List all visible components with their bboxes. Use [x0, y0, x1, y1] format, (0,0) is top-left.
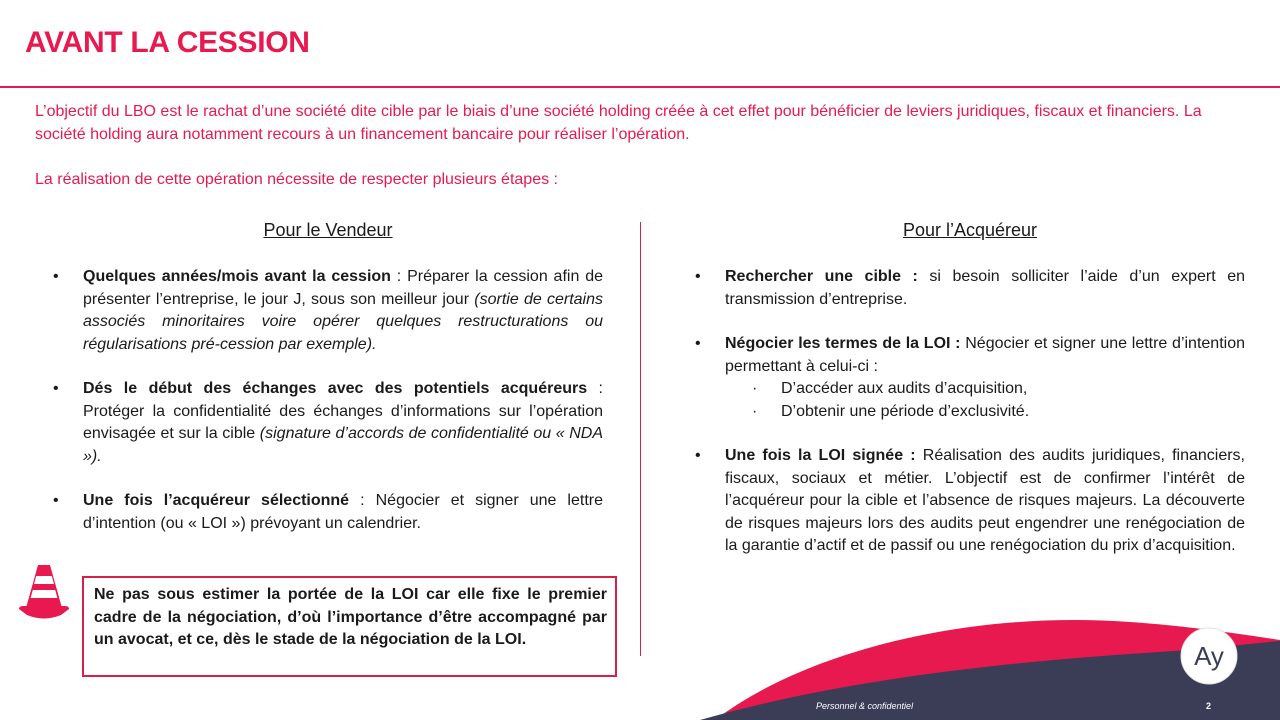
seller-item-title: Quelques années/mois avant la cession — [83, 268, 391, 285]
loi-warning-box: Ne pas sous estimer la portée de la LOI car elle fixe le premier cadre de la négociation, d’où l’importance d’être accompagné par un avocat, et ce, dès le stade de la négociation de la LOI. — [82, 576, 617, 677]
column-divider — [640, 222, 641, 656]
buyer-item-text: Négocier et signer une lettre d’intention permettant à celui-ci : — [725, 335, 1245, 375]
seller-item — [53, 266, 603, 356]
seller-item-title: Dés le début des échanges avec des potentiels acquéreurs — [83, 380, 588, 397]
footer-wave-decoration — [0, 600, 1280, 720]
buyer-item-title: Négocier les termes de la LOI : — [725, 335, 961, 352]
seller-item-note: (signature d’accords de confidentialité ou « NDA »). — [83, 425, 603, 465]
sub-bullet-marker: · — [752, 402, 758, 420]
bullet-marker: • — [53, 492, 59, 509]
page-title: AVANT LA CESSION — [25, 26, 310, 59]
bullet-marker: • — [695, 447, 701, 464]
sub-bullet-marker: · — [752, 380, 758, 397]
bullet-marker: • — [53, 380, 59, 397]
seller-item-text: : Protéger la confidentialité des échanges d’informations sur l’opération envisagée et sur la cible — [83, 380, 604, 442]
seller-item-text: : Négocier et signer une lettre d’intention (ou « LOI ») prévoyant un calendrier. — [83, 492, 604, 532]
company-logo — [1180, 627, 1238, 685]
seller-item-note: (sortie de certains associés minoritaires voire opérer quelques restructurations ou régularisations pré-cession par exemple). — [83, 290, 604, 353]
seller-item — [53, 490, 603, 535]
bullet-marker: • — [695, 268, 701, 285]
seller-item — [53, 378, 603, 468]
intro-section — [35, 100, 1235, 191]
seller-item-title: Une fois l’acquéreur sélectionné — [83, 492, 350, 509]
bullet-marker: • — [53, 268, 59, 285]
title-underline — [0, 86, 1280, 88]
buyer-item-text: si besoin solliciter l’aide d’un expert en transmission d’entreprise. — [725, 268, 1245, 308]
buyer-subitem-text: D’accéder aux audits d’acquisition, — [781, 380, 1028, 397]
buyer-list — [695, 266, 1245, 580]
logo-text: Ay — [1194, 641, 1224, 671]
seller-list — [53, 266, 603, 557]
buyer-item-title: Rechercher une cible : — [725, 268, 918, 285]
buyer-heading: Pour l’Acquéreur — [902, 220, 1038, 240]
seller-item-text: : Préparer la cession afin de présenter l’entreprise, le jour J, sous son meilleur jour — [83, 268, 603, 308]
buyer-subitem — [725, 378, 1245, 401]
buyer-item-text: Réalisation des audits juridiques, financiers, fiscaux, sociaux et métier. L’objectif est de confirmer l’intérêt de l’acquéreur pour la cible et l’absence de risques majeurs. La découverte de risques majeurs lors des audits peut engendrer une renégociation de la garantie d’actif et de passif ou une renégociation du prix d’acquisition. — [725, 447, 1245, 554]
buyer-sublist — [725, 378, 1245, 423]
footer-confidential: Personnel & confidentiel — [816, 701, 914, 711]
buyer-item — [695, 333, 1245, 423]
buyer-item — [695, 445, 1245, 558]
intro-paragraph: L’objectif du LBO est le rachat d’une société dite cible par le biais d’une société holding créée à cet effet pour bénéficier de leviers juridiques, fiscaux et financiers. La société holding aura notamment recours à un financement bancaire pour réaliser l’opération. — [35, 103, 1202, 143]
bullet-marker: • — [695, 335, 701, 352]
buyer-subitem — [725, 401, 1245, 424]
buyer-item — [695, 266, 1245, 311]
intro-steps-paragraph: La réalisation de cette opération nécessite de respecter plusieurs étapes : — [35, 171, 558, 188]
buyer-subitem-text: D’obtenir une période d’exclusivité. — [781, 402, 1030, 420]
page-number: 2 — [1206, 701, 1212, 711]
buyer-item-title: Une fois la LOI signée : — [725, 447, 916, 464]
seller-heading: Pour le Vendeur — [263, 220, 393, 240]
